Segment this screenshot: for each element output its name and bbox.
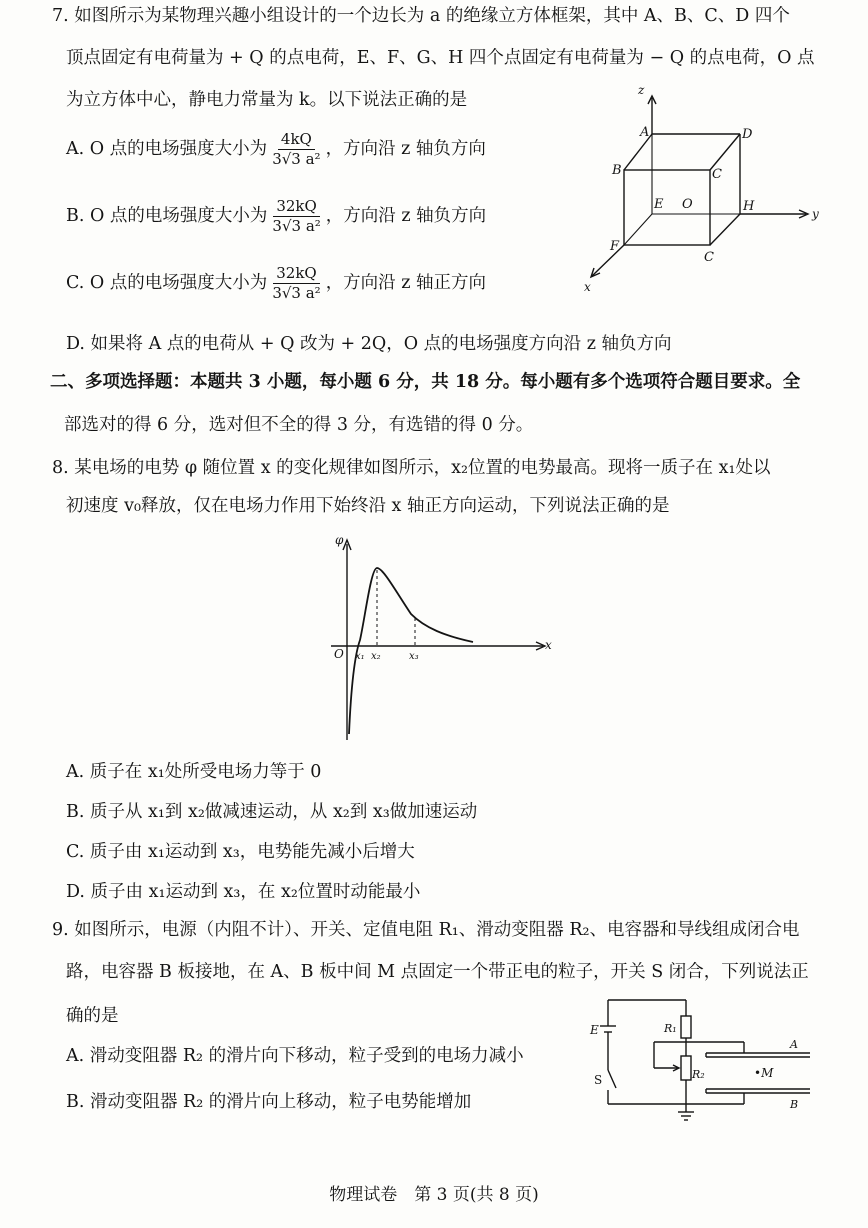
graph-phi-label: φ bbox=[335, 533, 344, 547]
q7-option-c-post: ，方向沿 z 轴正方向 bbox=[325, 273, 487, 293]
q7-option-b-numerator: 32kQ bbox=[273, 197, 319, 217]
q8-line-2: 初速度 v₀释放，仅在电场力作用下始终沿 x 轴正方向运动，下列说法正确的是 bbox=[66, 496, 670, 516]
cube-center-o: O bbox=[682, 197, 693, 212]
cube-vertex-d: D bbox=[742, 127, 753, 142]
q9-option-a[interactable]: A. 滑动变阻器 R₂ 的滑片向下移动，粒子受到的电场力减小 bbox=[66, 1046, 524, 1066]
circuit-switch-label: S bbox=[594, 1073, 603, 1087]
q7-option-b-fraction bbox=[269, 197, 323, 236]
q7-option-a-post: ，方向沿 z 轴负方向 bbox=[325, 139, 486, 159]
q7-option-c-fraction bbox=[269, 264, 323, 303]
q8-option-d[interactable]: D. 质子由 x₁运动到 x₃，在 x₂位置时动能最小 bbox=[66, 882, 421, 902]
q7-option-b-pre: B. O 点的电场强度大小为 bbox=[66, 206, 268, 226]
cube-figure bbox=[580, 78, 830, 298]
circuit-r1-label: R₁ bbox=[664, 1022, 677, 1035]
cube-vertex-a: A bbox=[640, 125, 650, 140]
q7-option-a-numerator: 4kQ bbox=[278, 130, 315, 150]
q7-option-b-post: ，方向沿 z 轴负方向 bbox=[325, 206, 487, 226]
q9-line-2: 路，电容器 B 板接地，在 A、B 板中间 M 点固定一个带正电的粒子，开关 S 闭合，下列说法正 bbox=[66, 962, 809, 982]
graph-x2-label: x₂ bbox=[371, 651, 381, 662]
q7-line-2: 顶点固定有电荷量为 + Q 的点电荷，E、F、G、H 四个点固定有电荷量为 − Q 的点电荷，O 点 bbox=[66, 48, 815, 68]
q9-option-b[interactable]: B. 滑动变阻器 R₂ 的滑片向上移动，粒子电势能增加 bbox=[66, 1092, 472, 1112]
graph-x-axis-label: x bbox=[545, 638, 552, 652]
graph-origin-label: O bbox=[334, 647, 344, 661]
cube-z-label: z bbox=[638, 83, 645, 97]
q7-line-1: 7. 如图所示为某物理兴趣小组设计的一个边长为 a 的绝缘立方体框架，其中 A、B、C、D 四个 bbox=[52, 6, 790, 26]
q7-option-a-fraction bbox=[269, 130, 323, 169]
section-2-heading-line-2: 部选对的得 6 分，选对但不全的得 3 分，有选错的得 0 分。 bbox=[64, 415, 534, 435]
q7-option-a-pre: A. O 点的电场强度大小为 bbox=[66, 139, 268, 159]
q7-option-c-pre: C. O 点的电场强度大小为 bbox=[66, 273, 268, 293]
circuit-source-label: E bbox=[590, 1023, 599, 1037]
q9-line-1: 9. 如图所示，电源（内阻不计）、开关、定值电阻 R₁、滑动变阻器 R₂、电容器和导线组成闭合电 bbox=[52, 920, 800, 940]
circuit-plate-b-label: B bbox=[790, 1098, 799, 1111]
cube-x-label: x bbox=[584, 280, 591, 294]
q8-option-a[interactable]: A. 质子在 x₁处所受电场力等于 0 bbox=[66, 762, 322, 782]
q7-option-c-numerator: 32kQ bbox=[273, 264, 319, 284]
section-2-heading-line-1: 二、多项选择题：本题共 3 小题，每小题 6 分，共 18 分。每小题有多个选项符合题目要求。全 bbox=[50, 372, 801, 392]
q7-option-b-denominator: 3√3 a² bbox=[272, 217, 321, 235]
q8-option-b[interactable]: B. 质子从 x₁到 x₂做减速运动，从 x₂到 x₃做加速运动 bbox=[66, 802, 478, 822]
cube-vertex-h: H bbox=[743, 199, 755, 214]
cube-vertex-b: B bbox=[612, 163, 622, 178]
potential-graph bbox=[325, 528, 565, 743]
page-footer: 物理试卷 第 3 页(共 8 页) bbox=[329, 1185, 539, 1205]
graph-x3-label: x₃ bbox=[409, 651, 419, 662]
circuit-point-m-label: •M bbox=[754, 1066, 774, 1080]
q7-line-3: 为立方体中心，静电力常量为 k。以下说法正确的是 bbox=[66, 90, 468, 110]
circuit-r2-label: R₂ bbox=[692, 1068, 705, 1081]
cube-vertex-f: F bbox=[610, 239, 620, 254]
cube-vertex-g: C bbox=[704, 250, 714, 265]
q7-option-c-denominator: 3√3 a² bbox=[272, 284, 321, 302]
graph-x1-label: x₁ bbox=[355, 651, 365, 662]
cube-y-label: y bbox=[812, 207, 819, 221]
q7-option-a-denominator: 3√3 a² bbox=[272, 150, 321, 168]
q8-line-1: 8. 某电场的电势 φ 随位置 x 的变化规律如图所示，x₂位置的电势最高。现将一质子在 x₁处以 bbox=[52, 458, 771, 478]
circuit-figure bbox=[584, 994, 820, 1124]
cube-vertex-e: E bbox=[654, 197, 664, 212]
q7-option-c[interactable] bbox=[66, 264, 486, 303]
q7-option-d[interactable]: D. 如果将 A 点的电荷从 + Q 改为 + 2Q，O 点的电场强度方向沿 z 轴负方向 bbox=[66, 334, 672, 354]
q7-option-a[interactable] bbox=[66, 130, 486, 169]
circuit-plate-a-label: A bbox=[790, 1038, 798, 1051]
q9-line-3: 确的是 bbox=[66, 1006, 119, 1026]
q8-option-c[interactable]: C. 质子由 x₁运动到 x₃，电势能先减小后增大 bbox=[66, 842, 415, 862]
cube-vertex-c: C bbox=[712, 167, 722, 182]
q7-option-b[interactable] bbox=[66, 197, 486, 236]
